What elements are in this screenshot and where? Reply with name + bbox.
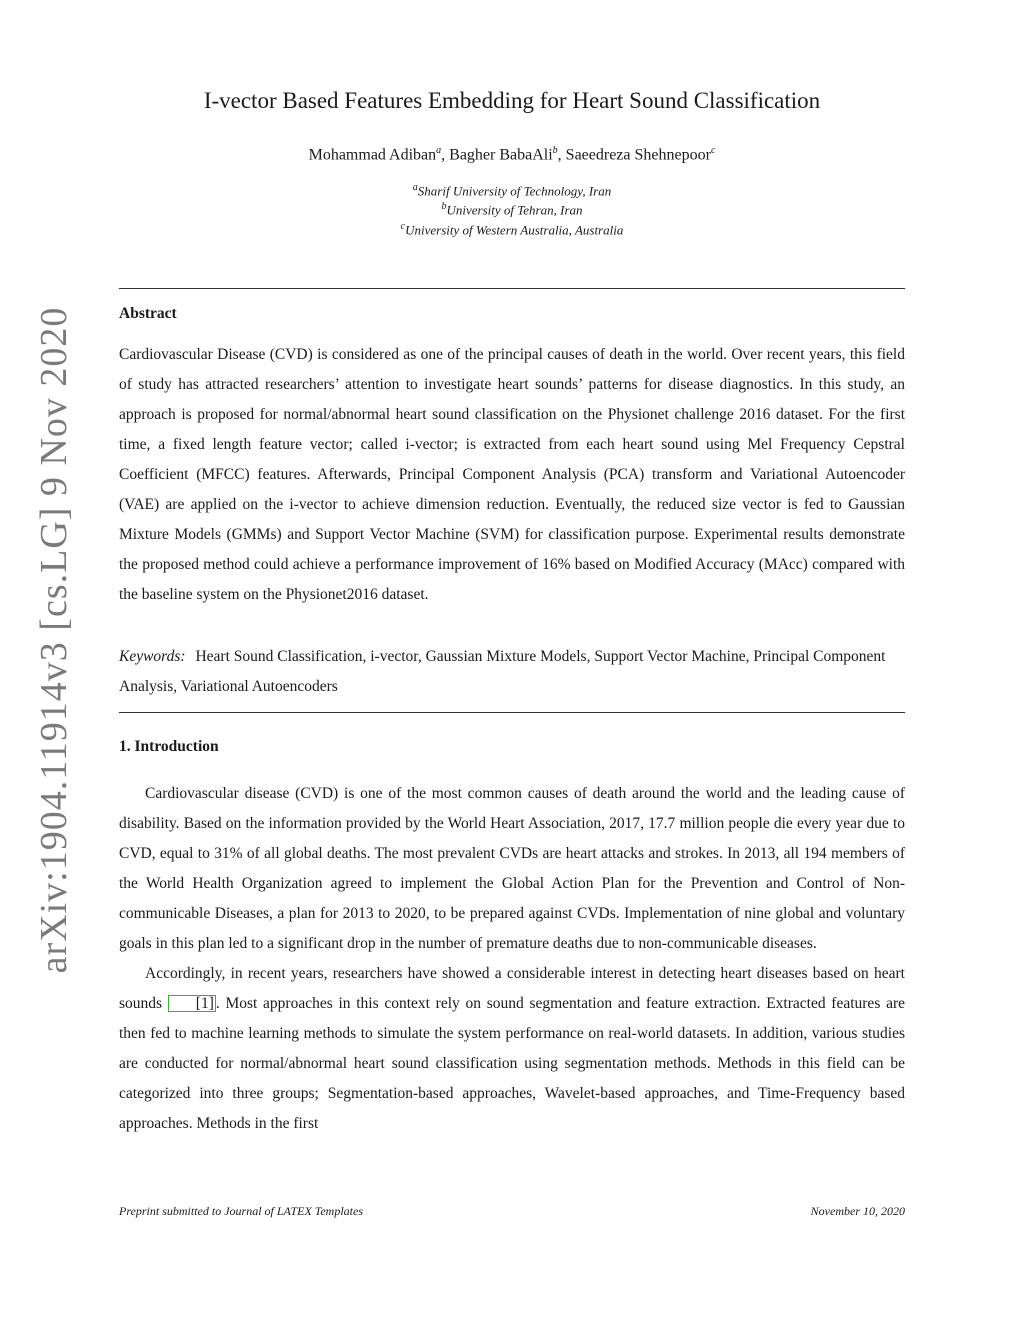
introduction-body — [119, 779, 905, 1139]
abstract-bottom-rule — [119, 712, 905, 713]
affiliation-mark: c — [400, 220, 406, 232]
footer-preprint-note: Preprint submitted to Journal of LATEX Templates — [119, 1204, 364, 1218]
author-name: Mohammad Adiban — [308, 146, 437, 164]
affiliation-text: University of Tehran, Iran — [446, 202, 583, 218]
author-list: Mohammad Adiban$^a$, Bagher BabaAli$^b$, Saeedreza Shehnepoor$^c$ — [308, 145, 716, 164]
paragraph: Cardiovascular disease (CVD) is one of the most common causes of death around the world and the leading cause of disability. Based on the information provided by the World Heart Association, 2017, 17.7 million people die every year due to CVD, equal to 31% of all global deaths. The most prevalent CVDs are heart attacks and strokes. In 2013, all 194 members of the World Health Organization agreed to implement the Global Action Plan for the Prevention and Control of Non-communicable Diseases, a plan for 2013 to 2020, to be prepared against CVDs. Implementation of nine global and voluntary goals in this plan led to a significant drop in the number of premature deaths due to non-communicable diseases. — [119, 785, 905, 952]
affiliation-list — [119, 180, 905, 238]
paragraph — [119, 959, 905, 1139]
affiliation — [119, 180, 905, 199]
affiliation — [119, 199, 905, 218]
affiliation — [119, 219, 905, 238]
abstract-body: Cardiovascular Disease (CVD) is considered as one of the principal causes of death in the world. Over recent years, this field of study has attracted researchers’ attention to investigate heart sounds’ patterns for disease diagnostics. In this study, an approach is proposed for normal/abnormal heart sound classification on the Physionet challenge 2016 dataset. For the first time, a fixed length feature vector; called i-vector; is extracted from each heart sound using Mel Frequency Cepstral Coefficient (MFCC) features. Afterwards, Principal Component Analysis (PCA) transform and Variational Autoencoder (VAE) are applied on the i-vector to achieve dimension reduction. Eventually, the reduced size vector is fed to Gaussian Mixture Models (GMMs) and Support Vector Machine (SVM) for classification purpose. Experimental results demonstrate the proposed method could achieve a performance improvement of 16% based on Modified Accuracy (MAcc) compared with the baseline system on the Physionet2016 dataset. — [119, 346, 905, 603]
keywords-label: Keywords: — [119, 648, 186, 665]
affiliation-mark: a — [412, 182, 418, 193]
keywords — [119, 642, 905, 702]
affiliation-mark: b — [441, 201, 447, 213]
affiliation-text: University of Western Australia, Australia — [405, 221, 624, 237]
author-name: Bagher BabaAli — [449, 146, 553, 164]
paragraph-text: Accordingly, in recent years, researchers have showed a considerable interest in detecting heart diseases based on heart sounds — [119, 965, 905, 1012]
abstract-top-rule — [119, 288, 905, 289]
keywords-text: Heart Sound Classification, i-vector, Gaussian Mixture Models, Support Vector Machine, Principal Component Analysis, Variational Autoencoders — [119, 648, 886, 695]
paper-title: I-vector Based Features Embedding for Heart Sound Classification — [203, 88, 821, 113]
paragraph-text: . Most approaches in this context rely on sound segmentation and feature extraction. Extracted features are then fed to machine learning methods to simulate the system performance on real-world datasets. In addition, various studies are conducted for normal/abnormal heart sound classification using segmentation methods. Methods in this field can be categorized into three groups; Segmentation-based approaches, Wavelet-based approaches, and Time-Frequency based approaches. Methods in the first — [119, 995, 905, 1132]
abstract-heading: Abstract — [119, 305, 177, 322]
author-mark: a — [436, 145, 442, 156]
affiliation-text: Sharif University of Technology, Iran — [417, 183, 612, 199]
author-mark: b — [552, 145, 558, 156]
arxiv-identifier: arXiv:1904.11914v3 [cs.LG] 9 Nov 2020 — [33, 306, 75, 974]
section-heading-introduction: 1. Introduction — [119, 738, 219, 755]
author-name: Saeedreza Shehnepoor — [565, 146, 711, 164]
citation-link[interactable]: [1] — [168, 995, 216, 1012]
author-mark: c — [710, 145, 716, 156]
footer-date: November 10, 2020 — [810, 1204, 905, 1218]
